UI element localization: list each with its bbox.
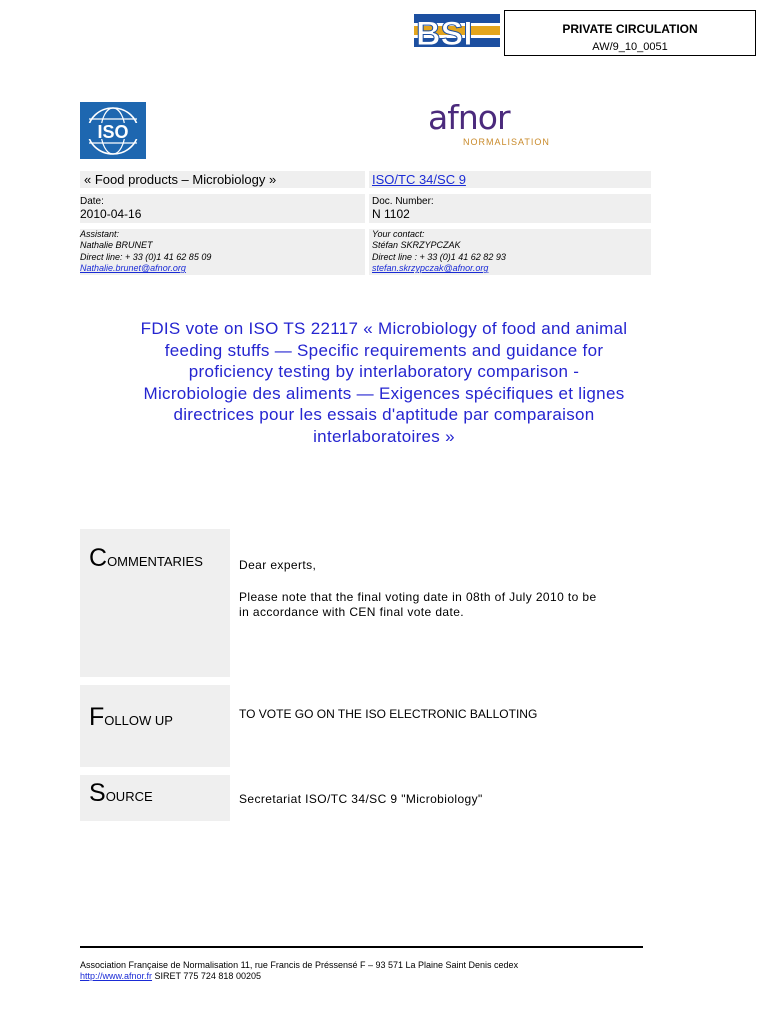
title-line: interlaboratoires » — [313, 426, 455, 446]
bsi-logo-graphic — [414, 12, 500, 50]
contact-phone: Direct line : + 33 (0)1 41 62 82 93 — [372, 252, 506, 262]
docnum-value: N 1102 — [372, 207, 410, 221]
date-value: 2010-04-16 — [80, 207, 142, 221]
commentaries-label-cell — [80, 529, 230, 677]
document-title — [84, 318, 684, 447]
title-line: Microbiologie des aliments — Exigences spécifiques et lignes — [143, 383, 625, 403]
assistant-name: Nathalie BRUNET — [80, 240, 153, 250]
contact-name: Stéfan SKRZYPCZAK — [372, 240, 461, 250]
commentaries-greeting: Dear experts, — [239, 558, 317, 572]
date-label: Date: — [80, 196, 104, 207]
circulation-code: AW/9_10_0051 — [592, 41, 668, 53]
private-circulation-label: PRIVATE CIRCULATION — [562, 22, 698, 36]
bsi-logo-text: BSI — [416, 15, 473, 50]
assistant-phone: Direct line: + 33 (0)1 41 62 85 09 — [80, 252, 212, 262]
title-line: feeding stuffs — Specific requirements and guidance for — [164, 340, 604, 360]
source-initial: S — [89, 779, 106, 807]
source-text: Secretariat ISO/TC 34/SC 9 "Microbiology" — [239, 792, 483, 806]
contact-email-link[interactable]: stefan.skrzypczak@afnor.org — [372, 263, 489, 273]
bsi-logo — [414, 12, 500, 50]
followup-label-cell — [80, 685, 230, 767]
followup-initial: F — [89, 703, 105, 731]
footer-address: Association Française de Normalisation 11, rue Francis de Préssensé F – 93 571 La Plaine Saint Denis cedex — [80, 960, 519, 970]
docnum-label: Doc. Number: — [372, 196, 434, 207]
iso-logo-text: ISO — [97, 122, 129, 142]
title-line: proficiency testing by interlaboratory comparison - — [188, 362, 580, 381]
commentaries-initial: C — [89, 544, 108, 572]
afnor-logo-text: afnor — [428, 98, 510, 137]
afnor-logo — [428, 98, 588, 150]
commentaries-heading-rest: OMMENTARIES — [107, 554, 203, 569]
committee-ref-link[interactable]: ISO/TC 34/SC 9 — [372, 172, 466, 187]
commentaries-text-line: Please note that the final voting date in 08th of July 2010 to be — [239, 590, 597, 604]
footer-divider — [80, 946, 643, 948]
followup-heading-rest: OLLOW UP — [104, 713, 173, 728]
private-circulation-box — [504, 10, 756, 56]
source-heading-rest: OURCE — [105, 789, 153, 804]
iso-logo — [80, 102, 146, 159]
source-label-cell — [80, 775, 230, 821]
title-line: FDIS vote on ISO TS 22117 « Microbiology of food and animal — [140, 319, 628, 338]
title-line: directrices pour les essais d'aptitude par comparaison — [173, 405, 595, 424]
contact-label: Your contact: — [372, 229, 425, 239]
followup-text: TO VOTE GO ON THE ISO ELECTRONIC BALLOTING — [239, 707, 538, 721]
afnor-logo-subtitle: NORMALISATION — [463, 137, 550, 147]
source-heading — [89, 779, 153, 808]
footer-siret: SIRET 775 724 818 00205 — [154, 971, 261, 981]
footer-website-link[interactable]: http://www.afnor.fr — [80, 971, 153, 981]
committee-title: « Food products – Microbiology » — [84, 172, 277, 187]
footer-web-line — [80, 971, 261, 981]
iso-globe-logo — [80, 102, 146, 159]
commentaries-heading — [89, 544, 203, 573]
commentaries-text-line: in accordance with CEN final vote date. — [239, 605, 465, 619]
assistant-email-link[interactable]: Nathalie.brunet@afnor.org — [80, 263, 186, 273]
followup-heading — [89, 703, 173, 732]
assistant-label: Assistant: — [80, 229, 120, 239]
